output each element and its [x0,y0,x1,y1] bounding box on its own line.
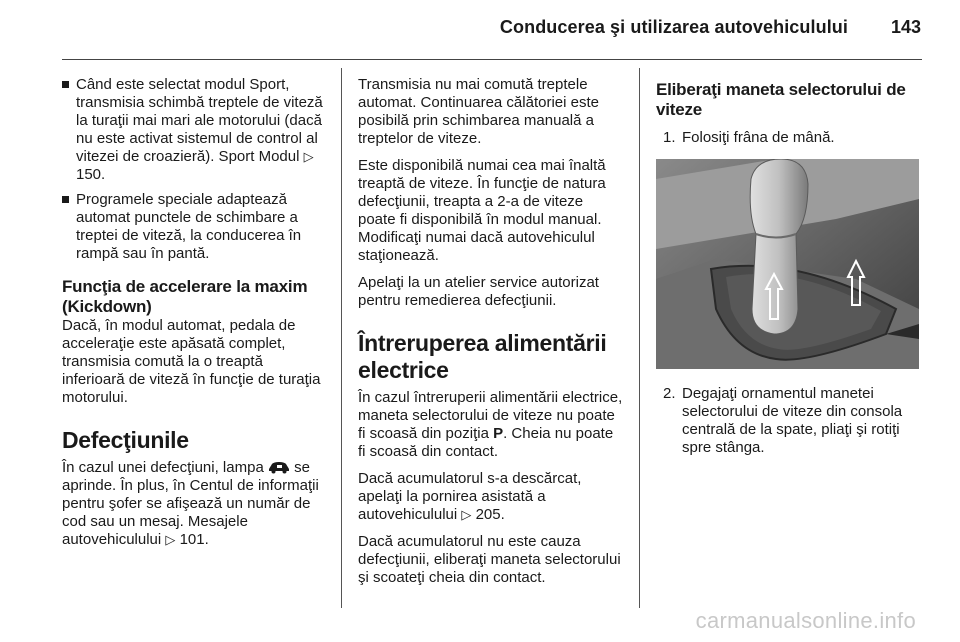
page-reference: 205. [475,506,505,523]
gear-position-p: P [493,425,504,442]
paragraph [358,470,624,524]
page-title: Conducerea şi utilizarea autovehiculului [499,17,848,37]
column-divider-1 [341,68,342,608]
paragraph-part: Dacă acumulatorul s-a descărcat, apelaţi la pornirea asistată a autovehiculului [358,470,582,523]
paragraph: Dacă acumulatorul nu este cauza defecţiunii, eliberaţi maneta selectorului şi scoateţi cheia din contact. [358,533,621,586]
step-item [656,129,922,147]
fault-heading: Defecţiunile [62,427,189,453]
step-number: 2. [663,385,676,402]
step-item [656,385,922,457]
release-heading: Eliberaţi maneta selectorului de viteze [656,80,906,119]
list-item [62,76,327,184]
paragraph-part: În cazul întreruperii alimentării electrice, maneta selectorului de viteze nu poate fi scoasă din poziţia [358,389,623,442]
bullet-text: Programele speciale adaptează automat punctele de schimbare a treptei de viteză, la conducerea în rampă sau în pantă. [76,191,302,262]
header-divider [62,59,922,60]
car-wrench-icon [268,460,290,474]
page-reference: 150. [76,166,106,183]
gear-lever-drawing [656,159,919,369]
column-right [656,76,922,457]
paragraph: Apelaţi la un atelier service autorizat pentru remedierea defecţiunii. [358,274,599,309]
page-header [0,0,960,60]
bullet-square [62,196,69,203]
page-reference: 101. [179,531,209,548]
gear-selector-illustration [656,159,919,369]
step-text: Degajaţi ornamentul manetei selectorului de viteze din consola centrală de la spate, pliaţi şi rotiţi spre stânga. [682,385,903,456]
step-text: Folosiţi frâna de mână. [682,129,835,146]
triangle-right-icon: ▷ [461,507,472,522]
kickdown-text: Dacă, în modul automat, pedala de acceleraţie este apăsată complet, transmisia comută la o treaptă inferioară de viteză în funcţie de turaţia motorului. [62,317,321,406]
triangle-right-icon: ▷ [165,532,176,547]
fault-text [62,459,327,549]
triangle-right-icon: ▷ [303,149,314,164]
column-middle [358,76,624,596]
step-number: 1. [663,129,676,146]
paragraph: Este disponibilă numai cea mai înaltă treaptă de viteze. În funcţie de natura defecţiunii, treapta a 2-a de viteze poate fi disponibilă în modul manual. Modificaţi numai dacă autovehiculul staţionează. [358,157,606,264]
paragraph-part: . Cheia nu poate fi scoasă din contact. [358,425,614,460]
column-left [62,76,327,558]
paragraph: Transmisia nu mai comută treptele automat. Continuarea călătoriei este posibilă prin schimbarea manuală a treptelor de viteze. [358,76,599,147]
kickdown-heading: Funcţia de accelerare la maxim (Kickdown) [62,277,308,316]
bullet-text: Când este selectat modul Sport, transmisia schimbă treptele de viteză la turaţii mai mari ale motorului (dacă nu este activat sistemul de control al vitezei de croazieră). Sport Modul [76,76,323,165]
list-item [62,191,327,263]
fault-text-part: se aprinde. În plus, în Centul de informaţii pentru şofer se afişează un număr de cod sau un mesaj. Mesajele autovehiculului [62,459,319,548]
power-heading: Întreruperea alimentării electrice [358,330,607,383]
bullet-square [62,81,69,88]
paragraph [358,389,624,461]
page-number: 143 [890,17,921,37]
fault-text-part: În cazul unei defecţiuni, lampa [62,459,264,476]
column-divider-2 [639,68,640,608]
watermark: carmanualsonline.info [695,608,916,633]
